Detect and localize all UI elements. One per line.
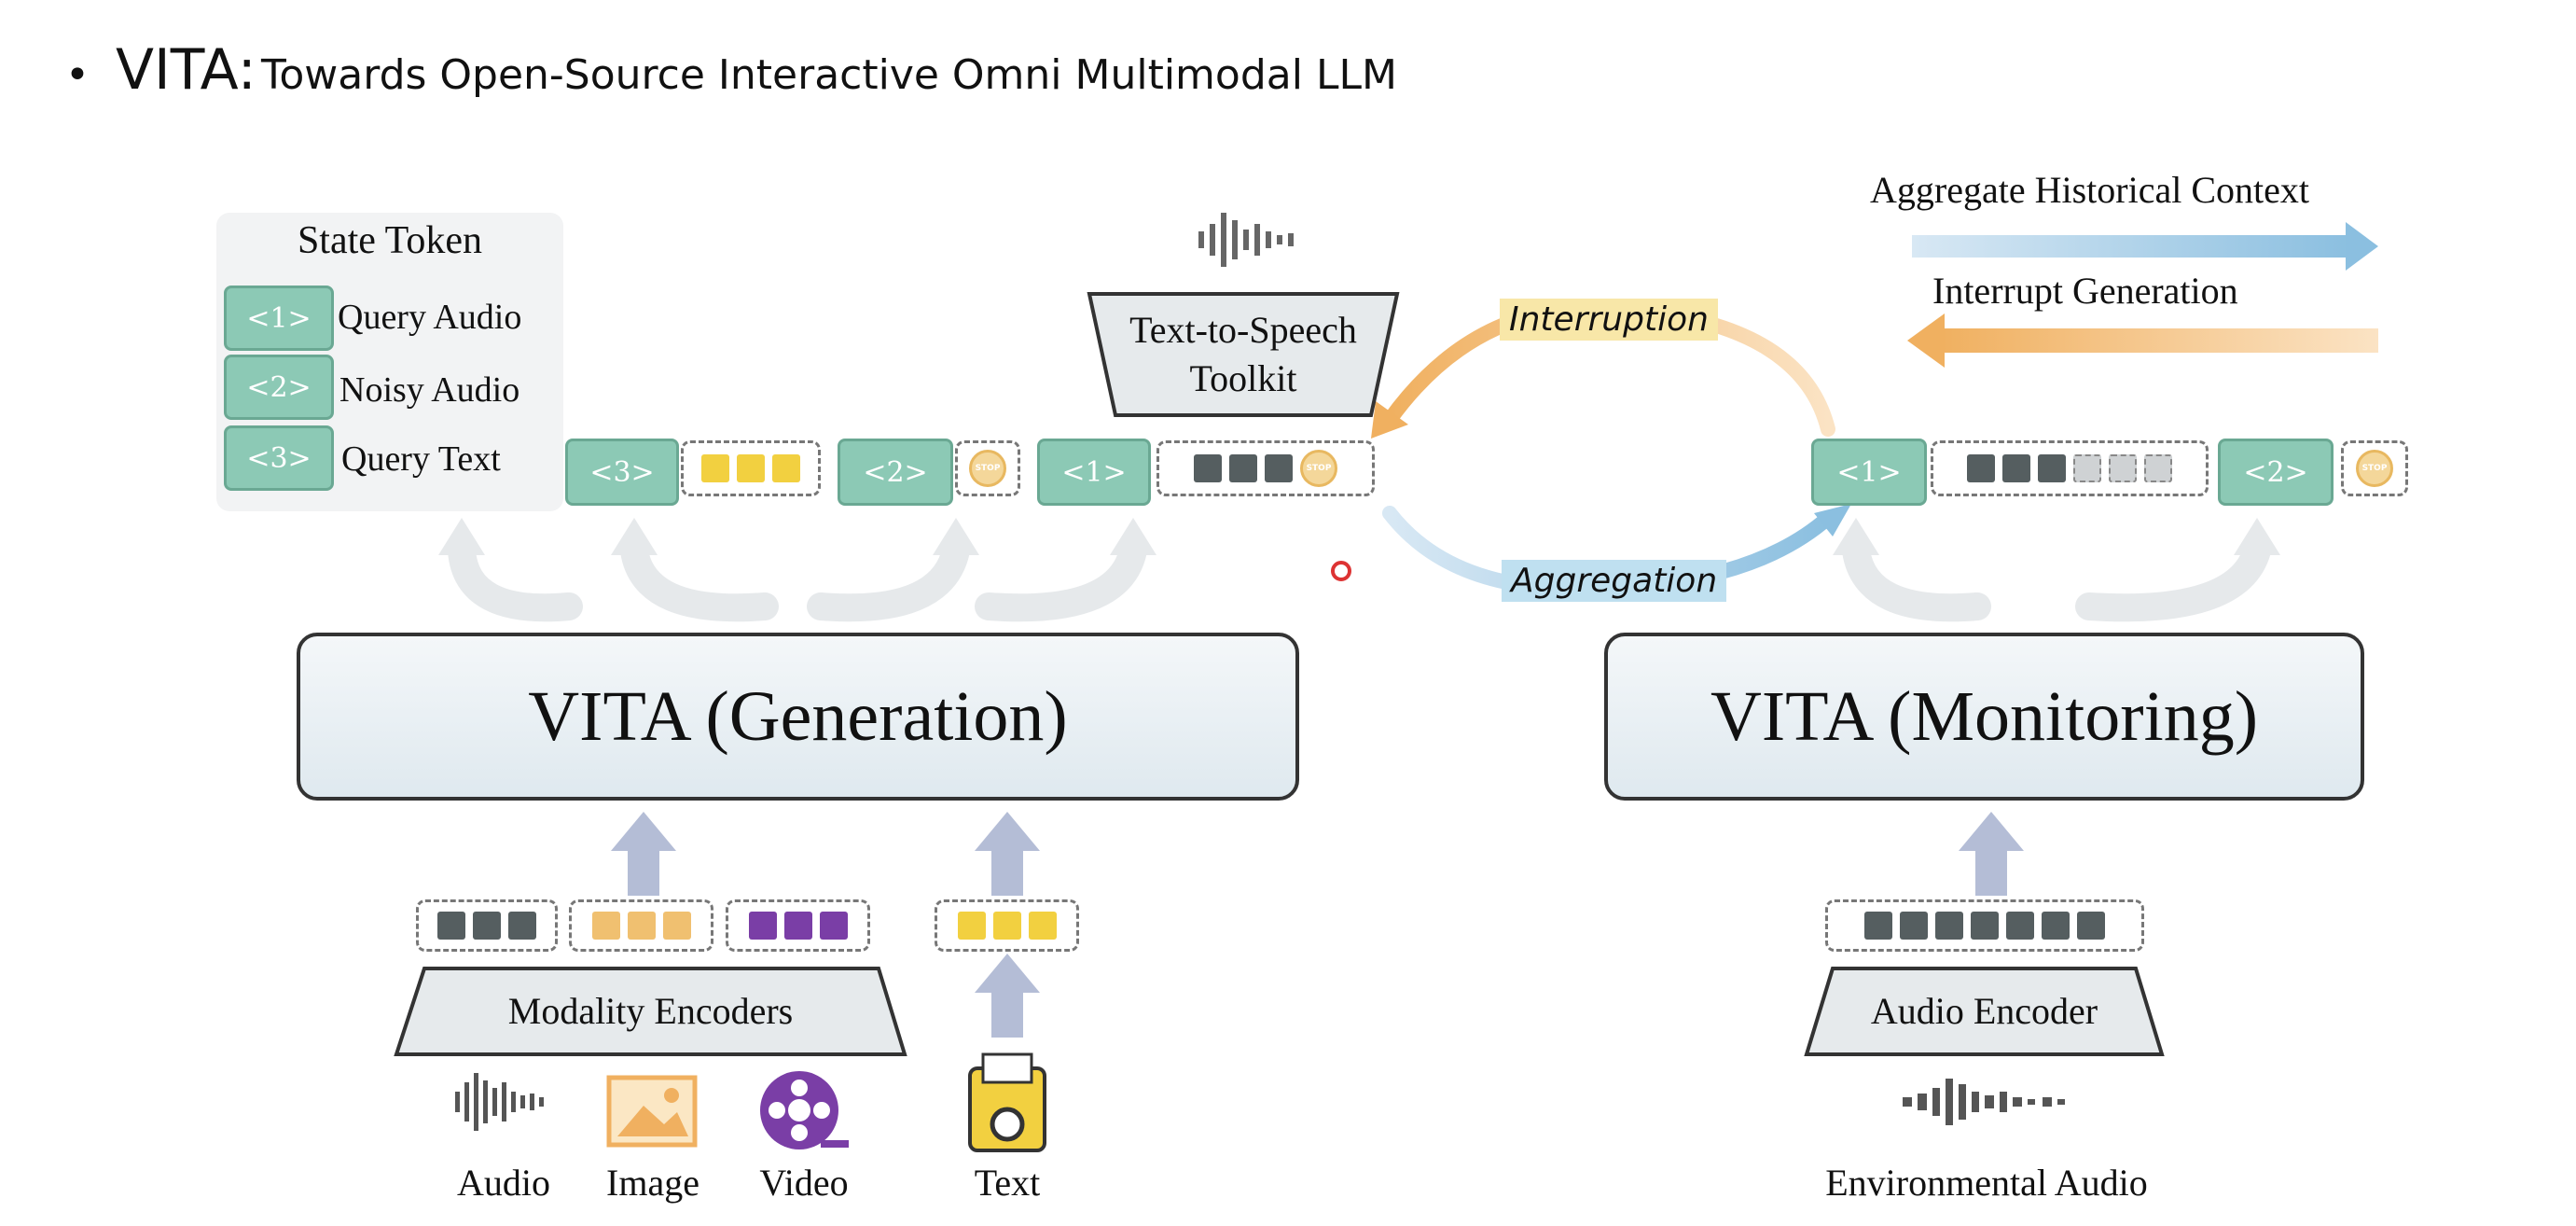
state-token-3: <3> <box>224 425 334 491</box>
stop-icon: STOP <box>969 450 1006 487</box>
video-feature-tokens <box>726 899 870 952</box>
cursor-dot <box>1333 563 1350 579</box>
gen-token-2: <2> <box>838 439 953 506</box>
vita-monitoring-box: VITA (Monitoring) <box>1604 633 2364 801</box>
mon-speech-tokens <box>1931 440 2209 496</box>
mon-token-2: <2> <box>2218 439 2334 506</box>
title-main: VITA: <box>115 37 256 103</box>
stop-icon: STOP <box>1300 450 1337 487</box>
state-label-noisy-audio: Noisy Audio <box>339 370 520 410</box>
legend-interrupt: Interrupt Generation <box>1932 270 2238 312</box>
interruption-label: Interruption <box>1500 299 1718 341</box>
generation-feedback-heads <box>438 518 1156 555</box>
monitoring-feedback-arrows <box>1856 550 2257 607</box>
text-doc-icon <box>970 1054 1045 1150</box>
input-audio-label: Audio <box>457 1162 550 1204</box>
image-icon <box>609 1078 695 1145</box>
input-video-label: Video <box>759 1162 849 1204</box>
gen-speech-tokens <box>1156 440 1375 496</box>
tts-waveform-icon <box>1198 213 1294 267</box>
mon-token-1: <1> <box>1811 439 1927 506</box>
state-token-1: <1> <box>224 286 334 351</box>
text-feature-tokens <box>935 899 1079 952</box>
aggregate-arrow <box>1912 222 2378 271</box>
video-icon <box>760 1071 849 1149</box>
title-sub: Towards Open-Source Interactive Omni Multimodal LLM <box>260 51 1397 99</box>
gen-token-3: <3> <box>565 439 679 506</box>
env-audio-feature-tokens <box>1825 899 2144 952</box>
gen-stop-box-1 <box>955 440 1020 496</box>
vita-generation-box: VITA (Generation) <box>297 633 1299 801</box>
aggregation-label: Aggregation <box>1502 560 1726 602</box>
legend-aggregate: Aggregate Historical Context <box>1870 169 2309 211</box>
title-bullet: • <box>65 51 90 99</box>
input-environmental-audio-label: Environmental Audio <box>1825 1162 2148 1204</box>
mon-stop-box <box>2341 440 2408 496</box>
state-token-title: State Token <box>297 219 483 262</box>
state-token-2: <2> <box>224 355 334 420</box>
state-label-query-text: Query Text <box>341 439 501 479</box>
modality-encoders-label: Modality Encoders <box>507 990 794 1032</box>
stop-icon: STOP <box>2356 450 2393 487</box>
tts-toolkit <box>1089 306 1397 403</box>
audio-waveform-icon <box>455 1073 544 1131</box>
audio-encoder-label: Audio Encoder <box>1870 990 2098 1032</box>
tts-line2: Toolkit <box>1189 357 1297 399</box>
input-image-label: Image <box>606 1162 699 1204</box>
state-label-query-audio: Query Audio <box>338 298 522 337</box>
gen-text-tokens <box>681 440 821 496</box>
generation-feedback-arrows <box>462 550 1133 607</box>
image-feature-tokens <box>569 899 713 952</box>
audio-feature-tokens <box>416 899 558 952</box>
interrupt-arrow <box>1907 313 2378 368</box>
input-text-label: Text <box>974 1162 1041 1204</box>
environmental-audio-icon <box>1903 1079 2065 1125</box>
tts-line1: Text-to-Speech <box>1129 309 1357 351</box>
gen-token-1: <1> <box>1037 439 1151 506</box>
